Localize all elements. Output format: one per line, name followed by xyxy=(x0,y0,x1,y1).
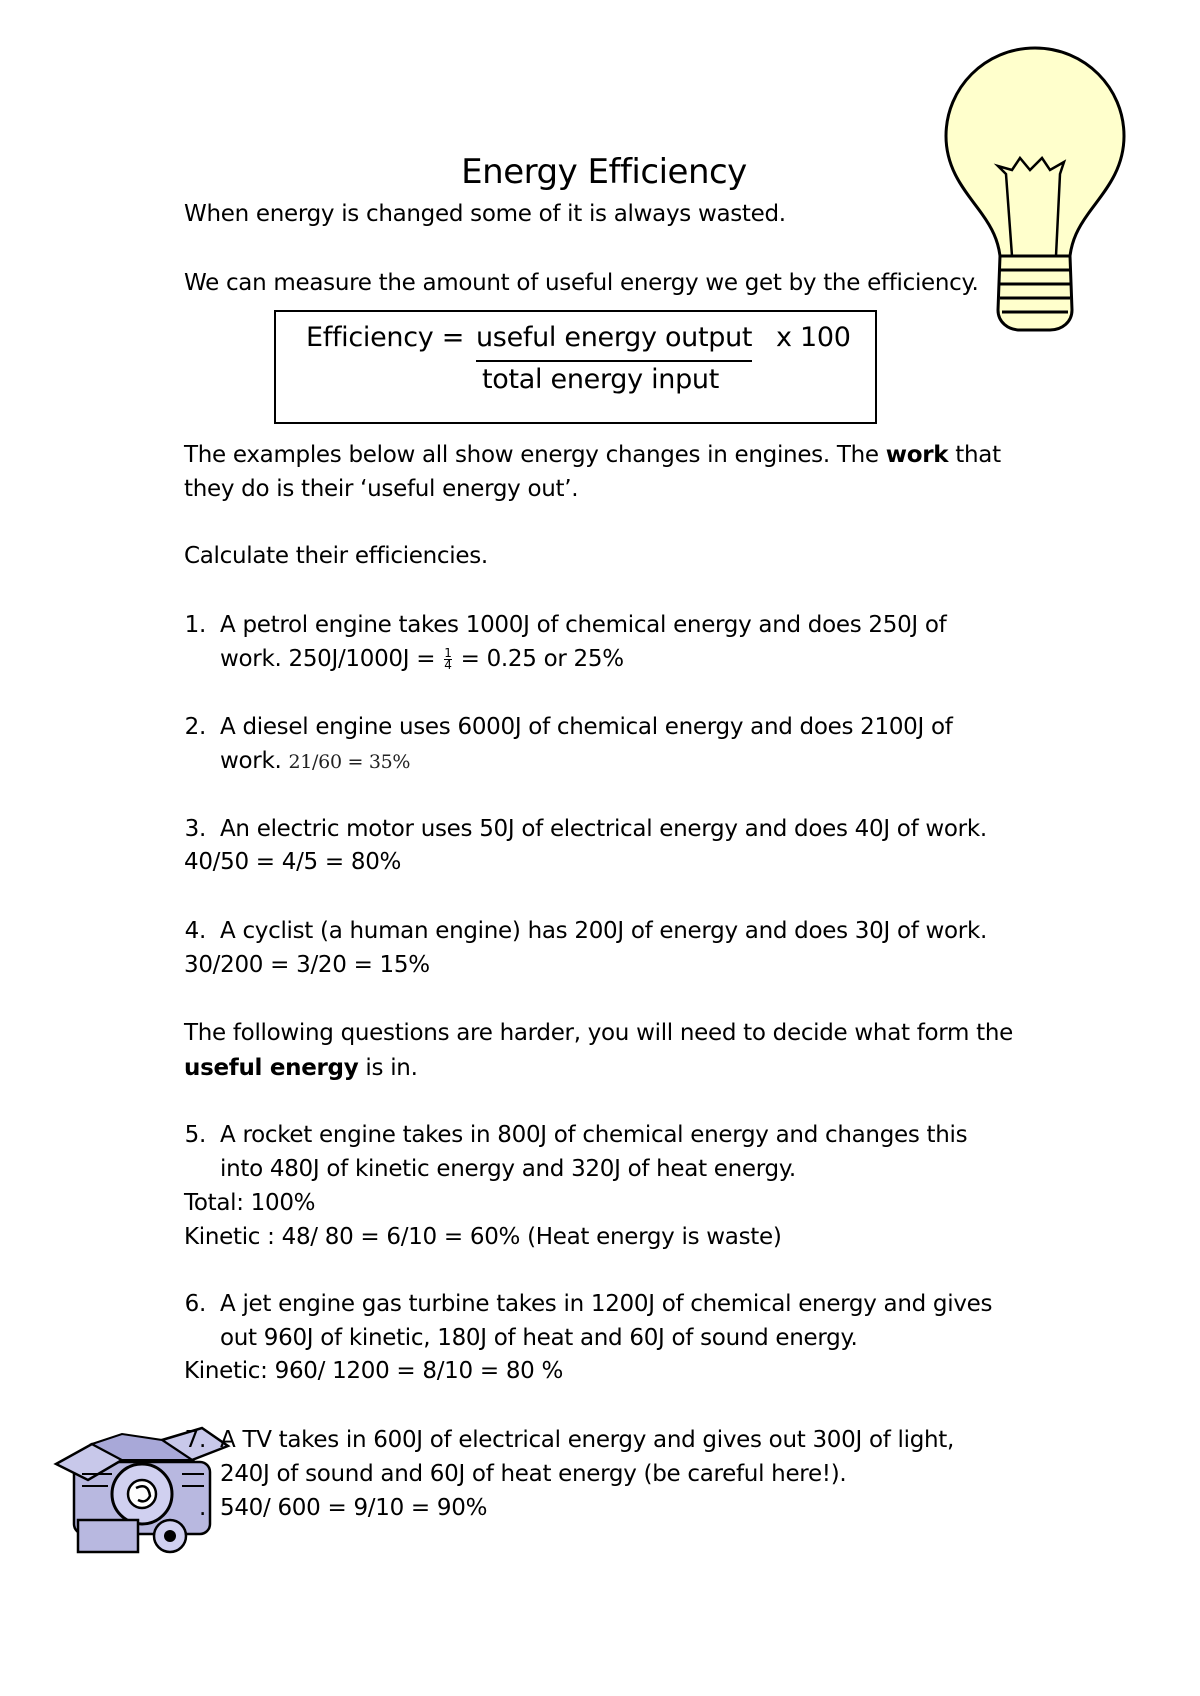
q6-number: 6. xyxy=(184,1291,206,1317)
q7-line-2: 240J of sound and 60J of heat energy (be careful here!). xyxy=(220,1461,847,1487)
q6-line-2: out 960J of kinetic, 180J of heat and 60J of sound energy. xyxy=(220,1325,858,1351)
q1-line-1: A petrol engine takes 1000J of chemical energy and does 250J of xyxy=(220,612,947,638)
examples-intro-line-3: Calculate their efficiencies. xyxy=(184,543,488,569)
harder-line-1: The following questions are harder, you will need to decide what form the xyxy=(184,1020,1014,1046)
q4-number: 4. xyxy=(184,918,206,944)
q2-number: 2. xyxy=(184,714,206,740)
q6-answer: Kinetic: 960/ 1200 = 8/10 = 80 % xyxy=(184,1358,564,1384)
examples-intro-text-a: The examples below all show energy changes in engines. The xyxy=(184,442,886,468)
q5-answer-1: Total: 100% xyxy=(184,1190,316,1216)
intro-line-2: We can measure the amount of useful energy we get by the efficiency. xyxy=(184,270,979,296)
quarter-fraction xyxy=(444,648,451,671)
q2-line-1: A diesel engine uses 6000J of chemical energy and does 2100J of xyxy=(220,714,953,740)
formula-box xyxy=(274,310,877,424)
q4-answer: 30/200 = 3/20 = 15% xyxy=(184,952,430,978)
q7-line-1: A TV takes in 600J of electrical energy and gives out 300J of light, xyxy=(220,1427,955,1453)
q1-line-2-post: = 0.25 or 25% xyxy=(453,646,624,672)
intro-line-1: When energy is changed some of it is always wasted. xyxy=(184,201,786,227)
formula-numerator: useful energy output xyxy=(476,322,753,353)
q5-line-2: into 480J of kinetic energy and 320J of heat energy. xyxy=(220,1156,796,1182)
q6-line-1: A jet engine gas turbine takes in 1200J of chemical energy and gives xyxy=(220,1291,993,1317)
fraction-bar xyxy=(476,360,752,362)
examples-intro-work: work xyxy=(885,442,949,468)
q1-line-2 xyxy=(220,644,624,674)
q7-number: 7. xyxy=(184,1427,206,1453)
useful-energy-bold: useful energy xyxy=(184,1055,359,1081)
q1-line-2-pre: work. 250J/1000J = xyxy=(220,646,443,672)
q1-number: 1. xyxy=(184,612,206,638)
q3-number: 3. xyxy=(184,816,206,842)
q2-answer: 21/60 = 35% xyxy=(288,751,411,773)
examples-intro-text-b: that xyxy=(948,442,1001,468)
quarter-fraction-top: 1 xyxy=(444,646,452,660)
q5-line-1: A rocket engine takes in 800J of chemical energy and changes this xyxy=(220,1122,968,1148)
q3-answer: 40/50 = 4/5 = 80% xyxy=(184,849,402,875)
q2-line-2 xyxy=(220,746,410,777)
q3-line-1: An electric motor uses 50J of electrical energy and does 40J of work. xyxy=(220,816,987,842)
harder-line-2-post: is in. xyxy=(358,1055,418,1081)
q5-number: 5. xyxy=(184,1122,206,1148)
page-title: Energy Efficiency xyxy=(461,152,747,192)
formula-multiplier: x 100 xyxy=(776,322,851,353)
q4-line-1: A cyclist (a human engine) has 200J of energy and does 30J of work. xyxy=(220,918,987,944)
examples-intro-line-1 xyxy=(184,440,1001,470)
examples-intro-line-2: they do is their ‘useful energy out’. xyxy=(184,476,579,502)
q7-number-2: . xyxy=(198,1495,206,1521)
q7-answer: 540/ 600 = 9/10 = 90% xyxy=(220,1495,488,1521)
quarter-fraction-bottom: 4 xyxy=(444,658,452,672)
q5-answer-2: Kinetic : 48/ 80 = 6/10 = 60% (Heat energy is waste) xyxy=(184,1224,782,1250)
formula-denominator: total energy input xyxy=(482,364,720,395)
formula-lhs: Efficiency = xyxy=(306,322,465,353)
harder-line-2 xyxy=(184,1053,418,1083)
q2-line-2-pre: work. xyxy=(220,748,289,774)
